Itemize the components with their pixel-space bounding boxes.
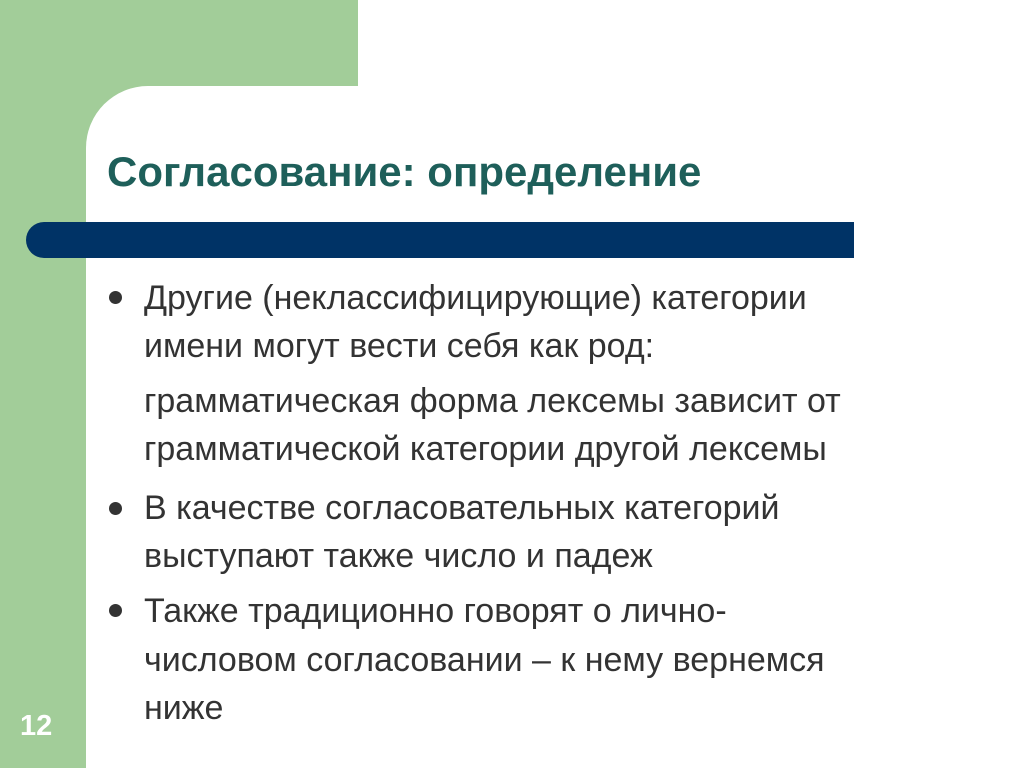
bullet-1-continuation-line-2: грамматической категории другой лексемы <box>144 430 827 468</box>
bullet-3-line-3: ниже <box>144 689 224 727</box>
bullet-2-line-1: В качестве согласовательных категорий <box>144 489 780 527</box>
bullet-dot <box>109 291 122 304</box>
bullet-dot <box>109 604 122 617</box>
bullet-2-line-2: выступают также число и падеж <box>144 537 653 575</box>
slide-number: 12 <box>20 710 53 742</box>
slide-title: Согласование: определение <box>107 148 702 195</box>
bullet-dot <box>109 502 122 515</box>
bullet-1-continuation-line-1: грамматическая форма лексемы зависит от <box>144 382 841 420</box>
bullet-1-line-2: имени могут вести себя как род: <box>144 327 655 365</box>
bullet-1-line-1: Другие (неклассифицирующие) категории <box>144 279 807 317</box>
bullet-3-line-1: Также традиционно говорят о лично- <box>144 592 727 630</box>
bullet-3-line-2: числовом согласовании – к нему вернемся <box>144 641 825 679</box>
